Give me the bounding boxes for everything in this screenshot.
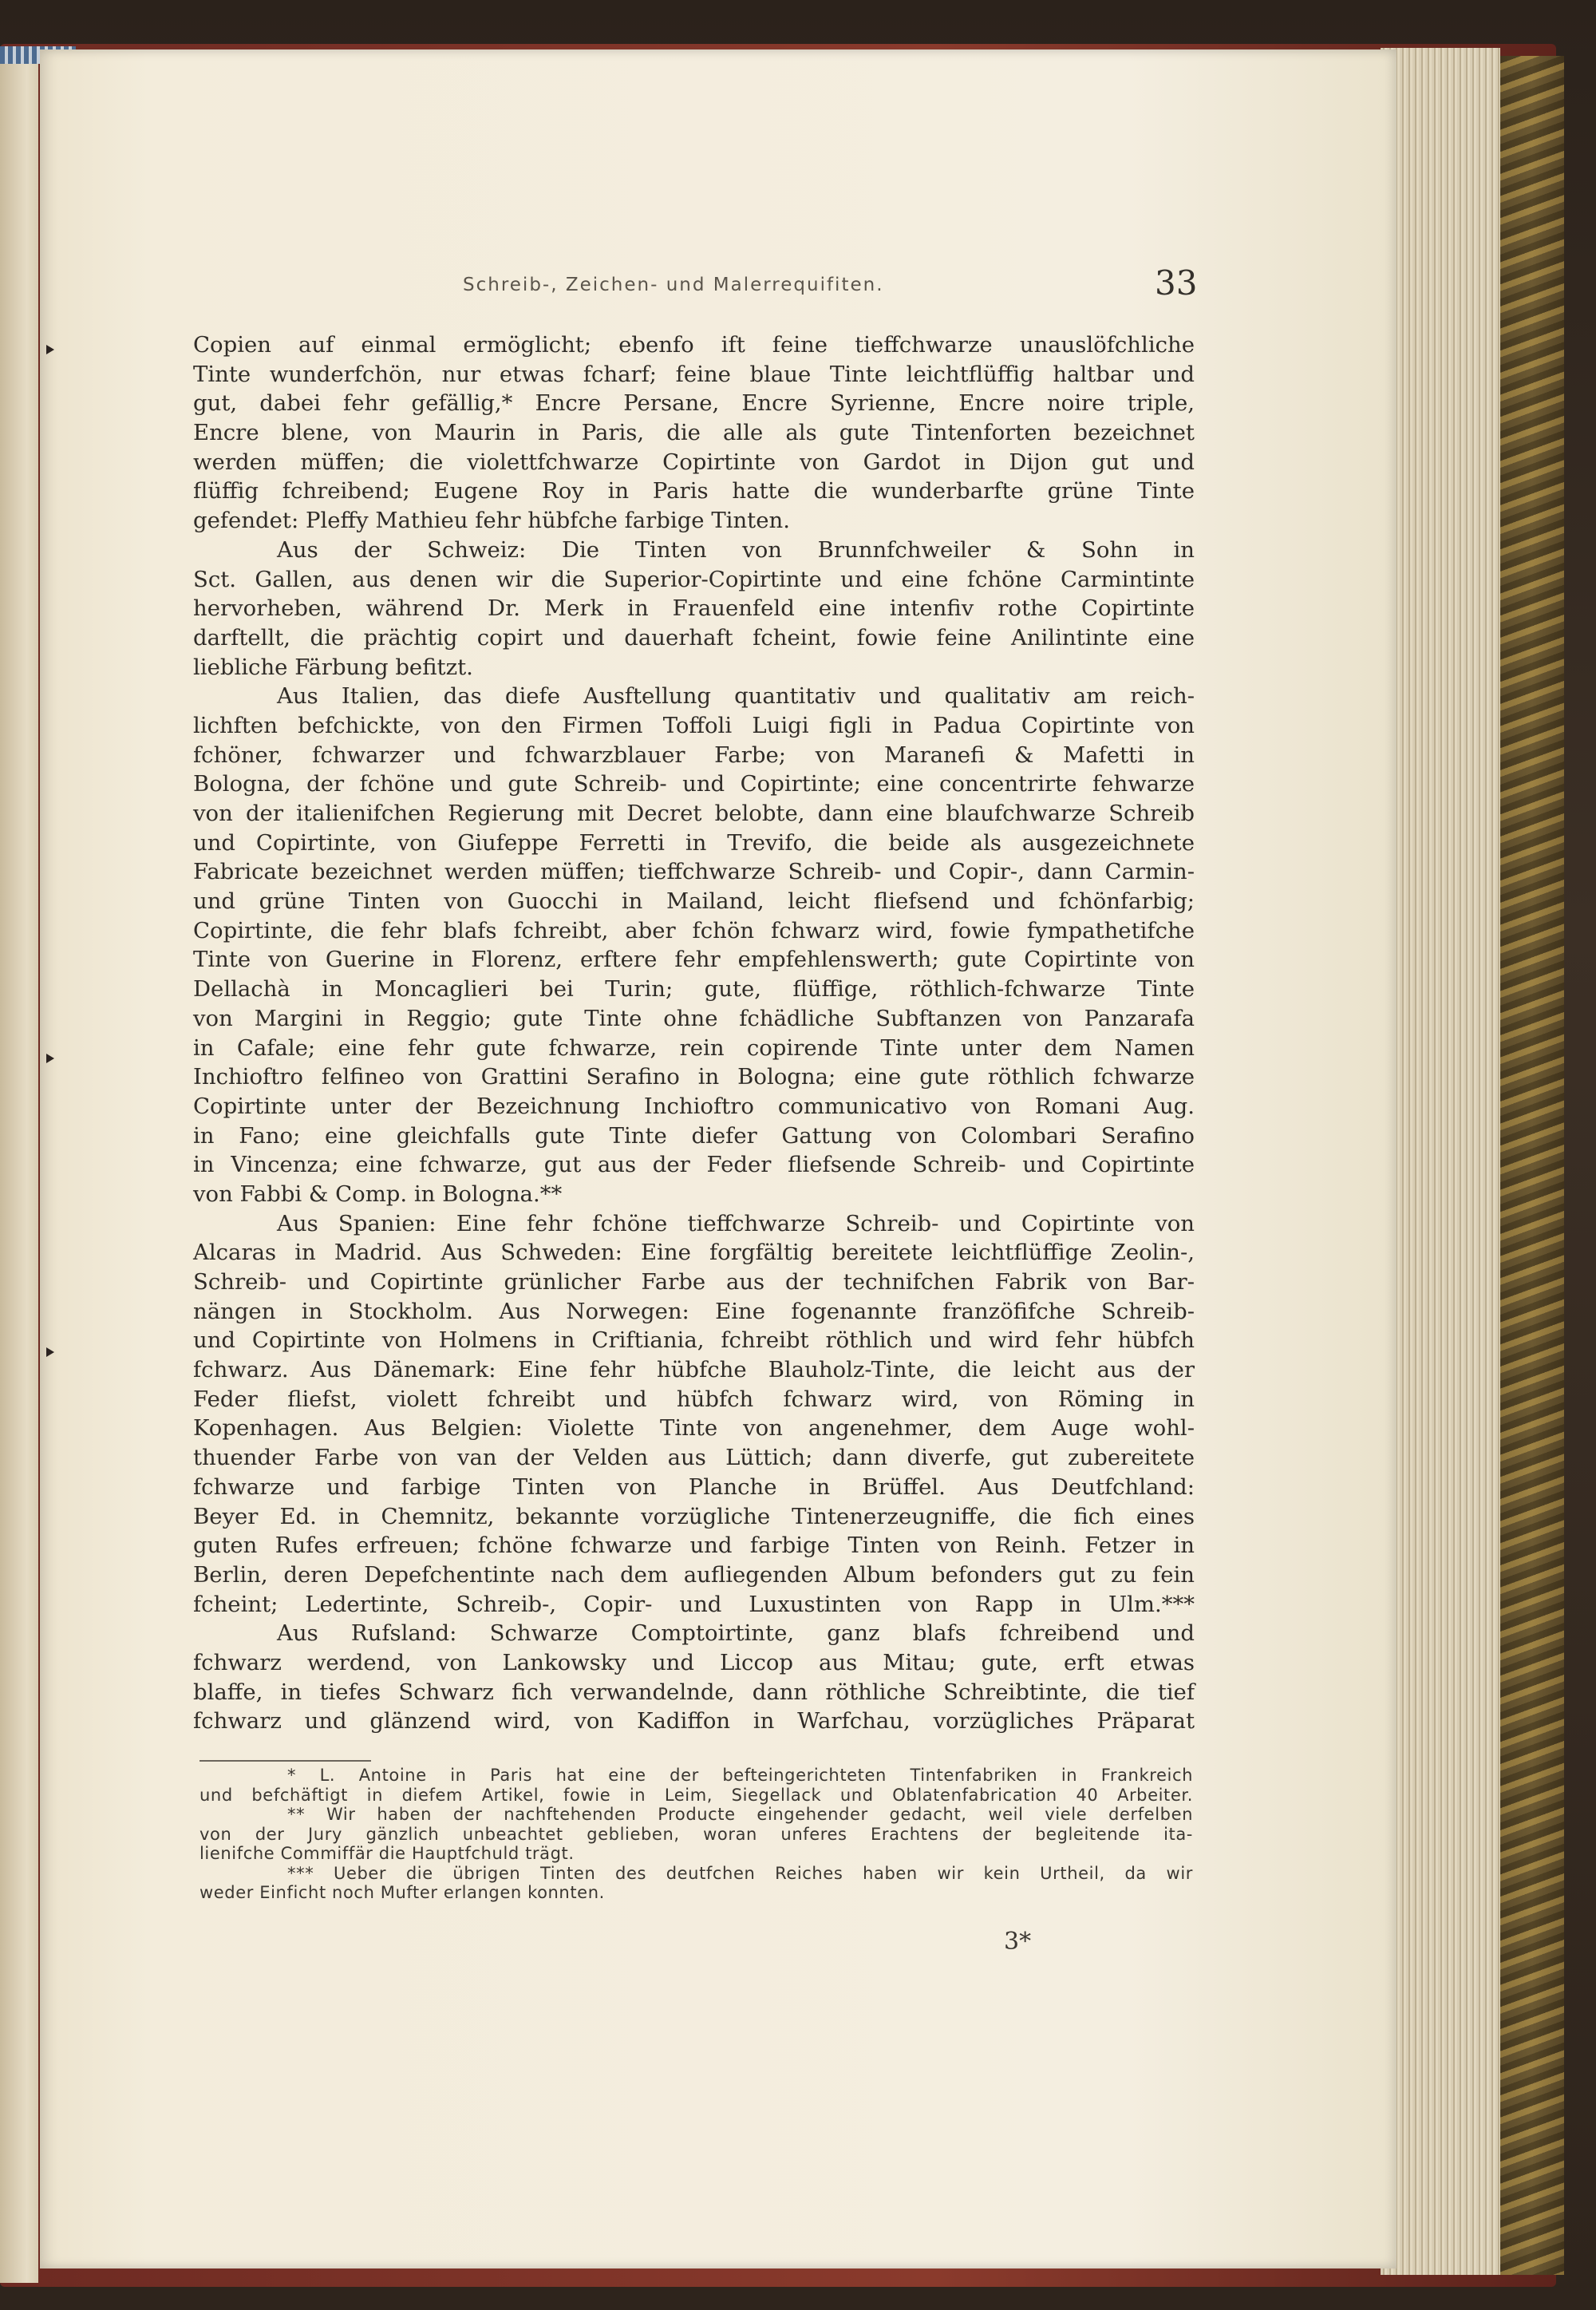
text-line: in Cafale; eine fehr gute fchwarze, rein copirende Tinte unter dem Namen (193, 1034, 1195, 1061)
text-line: Beyer Ed. in Chemnitz, bekannte vorzügliche Tintenerzeugniffe, die fich eines (193, 1503, 1195, 1529)
text-line: Alcaras in Madrid. Aus Schweden: Eine forgfältig bereitete leichtflüffige Zeolin-, (193, 1240, 1195, 1266)
text-line: in Vincenza; eine fchwarze, gut aus der Feder fliefsende Schreib- und Copirtinte (193, 1152, 1195, 1178)
text-line: fchwarz und glänzend wird, von Kadiffon in Warfchau, vorzügliches Präparat (193, 1708, 1195, 1734)
footnote-line: * L. Antoine in Paris hat eine der befteingerichteten Tintenfabriken in Frankreich (287, 1766, 1193, 1785)
footnote-line: ** Wir haben der nachftehenden Producte eingehender gedacht, weil viele derfelben (287, 1805, 1193, 1824)
text-line: guten Rufes erfreuen; fchöne fchwarze und farbige Tinten von Reinh. Fetzer in (193, 1533, 1195, 1559)
footnotes (200, 1766, 1193, 1903)
text-line: und Copirtinte, von Giufeppe Ferretti in Trevifo, die beide als ausgezeichnete (193, 829, 1195, 856)
text-line: Sct. Gallen, aus denen wir die Superior-Copirtinte und eine fchöne Carmintinte (193, 566, 1195, 592)
text-line: Dellachà in Moncaglieri bei Turin; gute, flüffige, röthlich-fchwarze Tinte (193, 976, 1195, 1003)
signature-mark: 3* (1004, 1928, 1032, 1956)
text-line: Copirtinte unter der Bezeichnung Inchioftro communicativo von Romani Aug. (193, 1093, 1195, 1119)
text-line: Fabricate bezeichnet werden müffen; tieffchwarze Schreib- und Copir-, dann Carmin- (193, 859, 1195, 885)
text-line: Tinte wunderfchön, nur etwas fcharf; feine blaue Tinte leichtflüffig haltbar und (193, 361, 1195, 387)
text-line: thuender Farbe von van der Velden aus Lüttich; dann diverfe, gut zubereitete (193, 1445, 1195, 1471)
text-line: hervorheben, während Dr. Merk in Frauenfeld eine intenfiv rothe Copirtinte (193, 595, 1195, 622)
text-line: Copirtinte, die fehr blafs fchreibt, aber fchön fchwarz wird, fowie fympathetifche (193, 917, 1195, 943)
page-stack-edge (1381, 48, 1500, 2275)
text-line: von Margini in Reggio; gute Tinte ohne fchädliche Subftanzen von Panzarafa (193, 1005, 1195, 1031)
text-line: gefendet: Pleffy Mathieu fehr hübfche farbige Tinten. (193, 508, 790, 534)
text-line: fchöner, fchwarzer und fchwarzblauer Farbe; von Maranefi & Mafetti in (193, 742, 1195, 768)
text-line: und Copirtinte von Holmens in Criftiania, fchreibt röthlich und wird fehr hübfch (193, 1327, 1195, 1354)
text-line: flüffig fchreibend; Eugene Roy in Paris hatte die wunderbarfte grüne Tinte (193, 478, 1195, 504)
text-line: Bologna, der fchöne und gute Schreib- und Copirtinte; eine concentrirte fehwarze (193, 771, 1195, 797)
text-line: fchwarz. Aus Dänemark: Eine fehr hübfche Blauholz-Tinte, die leicht aus der (193, 1357, 1195, 1383)
text-line: Copien auf einmal ermöglicht; ebenfo ift feine tieffchwarze unauslöfchliche (193, 332, 1195, 358)
footnote-rule (200, 1760, 371, 1762)
page-number: 33 (1155, 263, 1198, 303)
text-line: und grüne Tinten von Guocchi in Mailand, leicht fliefsend und fchönfarbig; (193, 888, 1195, 915)
text-line: fchwarz werdend, von Lankowsky und Liccop aus Mitau; gute, erft etwas (193, 1649, 1195, 1675)
text-line: gut, dabei fehr gefällig,* Encre Persane, Encre Syrienne, Encre noire triple, (193, 390, 1195, 417)
footnote-line: von der Jury gänzlich unbeachtet geblieben, woran unferes Erachtens der begleitende ita- (200, 1824, 1193, 1844)
body-text (193, 330, 1195, 1736)
text-line: liebliche Färbung befitzt. (193, 654, 473, 680)
text-line: Tinte von Guerine in Florenz, erftere fehr empfehlenswerth; gute Copirtinte von (193, 947, 1195, 973)
marbled-edge (1500, 56, 1564, 2275)
text-line: Aus der Schweiz: Die Tinten von Brunnfchweiler & Sohn in (277, 536, 1195, 563)
text-line: fcheint; Ledertinte, Schreib-, Copir- und Luxustinten von Rapp in Ulm.*** (193, 1591, 1195, 1617)
running-title: Schreib-, Zeichen- und Malerrequifiten. (463, 275, 884, 295)
text-line: darftellt, die prächtig copirt und dauerhaft fcheint, fowie feine Anilintinte eine (193, 624, 1195, 651)
text-line: Encre blene, von Maurin in Paris, die alle als gute Tintenforten bezeichnet (193, 420, 1195, 446)
text-line: von Fabbi & Comp. in Bologna.** (193, 1181, 563, 1207)
text-line: Aus Italien, das diefe Ausftellung quantitativ und qualitativ am reich- (277, 683, 1195, 710)
text-line: lichften befchickte, von den Firmen Toffoli Luigi figli in Padua Copirtinte von (193, 712, 1195, 738)
text-line: nängen in Stockholm. Aus Norwegen: Eine fogenannte franzöfifche Schreib- (193, 1298, 1195, 1324)
text-line: von der italienifchen Regierung mit Decret belobte, dann eine blaufchwarze Schreib (193, 801, 1195, 826)
text-line: fchwarze und farbige Tinten von Planche in Brüffel. Aus Deutfchland: (193, 1473, 1195, 1500)
footnote-line: *** Ueber die übrigen Tinten des deutfchen Reiches haben wir kein Urtheil, da wir (287, 1863, 1193, 1883)
text-line: Aus Rufsland: Schwarze Comptoirtinte, ganz blafs fchreibend und (277, 1620, 1195, 1647)
text-line: Feder fliefst, violett fchreibt und hübfch fchwarz wird, von Röming in (193, 1386, 1195, 1412)
facing-page-edge (0, 56, 38, 2283)
text-line: blaffe, in tiefes Schwarz fich verwandelnde, dann röthliche Schreibtinte, die tief (193, 1679, 1195, 1705)
text-line: Berlin, deren Depefchentinte nach dem aufliegenden Album befonders gut zu fein (193, 1561, 1195, 1588)
text-line: Kopenhagen. Aus Belgien: Violette Tinte von angenehmer, dem Auge wohl- (193, 1415, 1195, 1442)
text-line: Schreib- und Copirtinte grünlicher Farbe aus der technifchen Fabrik von Bar- (193, 1269, 1195, 1295)
text-line: werden müffen; die violettfchwarze Copirtinte von Gardot in Dijon gut und (193, 449, 1195, 475)
text-line: Aus Spanien: Eine fehr fchöne tieffchwarze Schreib- und Copirtinte von (277, 1210, 1195, 1236)
footnote-line: weder Einficht noch Mufter erlangen konnten. (200, 1883, 605, 1902)
footnote-line: lienifche Commiffär die Hauptfchuld trägt. (200, 1844, 575, 1863)
text-line: Inchioftro felfineo von Grattini Serafino in Bologna; eine gute röthlich fchwarze (193, 1064, 1195, 1090)
footnote-line: und befchäftigt in diefem Artikel, fowie in Leim, Siegellack und Oblatenfabrication 40 Arbeiter. (200, 1785, 1193, 1805)
text-line: in Fano; eine gleichfalls gute Tinte diefer Gattung von Colombari Serafino (193, 1122, 1195, 1149)
